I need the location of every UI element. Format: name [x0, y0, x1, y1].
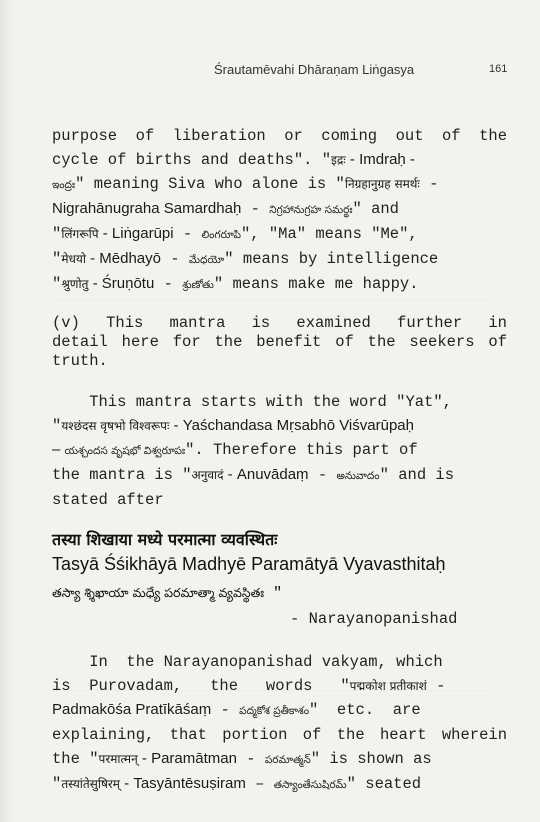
text-line: ఇంద్రః" meaning Siva who alone is "निग्रहानुग्रह समर्थः - [52, 175, 439, 193]
text-line: is Purovadam, the words "पद्मकोश प्रतीकाशं - [52, 677, 446, 695]
text-line: explaining, that portion of the heart wherein [52, 726, 507, 744]
verse-transliteration: Tasyā Śśikhāyā Madhyē Paramātyā Vyavasthitaḥ [52, 554, 446, 574]
text-line: – యశ్చందస వృషభో విశ్వరూపః". Therefore this part of [52, 441, 418, 459]
text-line: This mantra starts with the word "Yat", [52, 393, 452, 411]
text-line: "तस्यांतेसुषिरम् - Tasyāntēsuṣiram – తస్యాంతేసుషిరమ్" seated [52, 775, 422, 793]
text-line: Nigrahānugraha Samardhaḥ - నిగ్రహానుగ్రహ సమర్థః" and [52, 200, 399, 218]
text-line: Padmakōśa Pratīkāśaṃ - పద్మకోశ ప్రతీకాశం" etc. are [52, 701, 421, 719]
text-line: (v) This mantra is examined further in [52, 314, 507, 332]
text-line: "श्रुणोतु - Śruṇōtu - శ్రుణోతు" means make me happy. [52, 275, 419, 293]
text-line: In the Narayanopanishad vakyam, which [52, 653, 443, 671]
paragraph-4 [52, 650, 507, 797]
paragraph-3 [52, 390, 507, 512]
text-line: truth. [52, 352, 108, 370]
text-line: detail here for the benefit of the seekers of [52, 333, 507, 351]
text-line: purpose of liberation or coming out of the [52, 127, 507, 145]
text-line: the "परमात्मन् - Paramātman - పరమాత్మన్" is shown as [52, 750, 432, 768]
text-line: "यश्छंदस वृषभो विश्वरूपः - Yaśchandasa Mṛsabhō Viśvarūpaḥ [52, 417, 414, 435]
verse-telugu: తస్యా శ్శిఖాయా మధ్యే పరమాత్మా వ్యవస్థితః " [52, 585, 283, 602]
text-line: stated after [52, 491, 164, 509]
text-line: the mantra is "अनुवादं - Anuvādaṃ - అనువాదం" and is [52, 466, 455, 484]
paragraph-1 [52, 124, 507, 297]
paragraph-2 [52, 314, 507, 371]
verse-attribution: - Narayanopanishad [290, 610, 458, 628]
bleed-through [50, 300, 490, 301]
running-header [0, 62, 540, 82]
page-edge [0, 0, 14, 822]
verse-devanagari: तस्या शिखाया मध्ये परमात्मा व्यवस्थितः [52, 530, 278, 549]
text-line: "लिंगरूपि - Liṅgarūpi - లింగరూపి", "Ma" means "Me", [52, 225, 418, 243]
text-line: cycle of births and deaths". "इद्रः - Imdraḥ - [52, 151, 415, 169]
text-line: "मेधयो - Mēdhayō - మేధయో" means by intelligence [52, 250, 439, 268]
running-title: Śrautamēvahi Dhāraṇam Liṅgasya [214, 62, 415, 77]
page-number: 161 [489, 63, 508, 75]
